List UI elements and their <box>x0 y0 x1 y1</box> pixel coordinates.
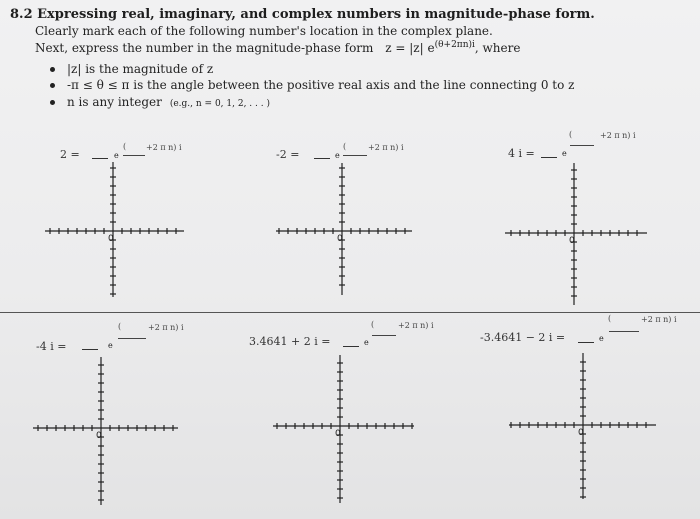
section-heading: 8.2 Expressing real, imaginary, and complex numbers in magnitude-phase form. <box>10 7 595 22</box>
problem-4-lhs: -4 i = <box>36 340 67 353</box>
problem-4-paren: ( <box>118 322 122 331</box>
problem-1-exponent: +2 π n) i <box>146 143 182 152</box>
bullet-integer: n is any integer (e.g., n = 0, 1, 2, . . . ) <box>50 95 270 109</box>
problem-3-paren: ( <box>569 130 573 139</box>
origin-label: 0 <box>335 429 341 439</box>
origin-label: 0 <box>337 234 343 244</box>
problem-4-exponent: +2 π n) i <box>148 323 184 332</box>
magnitude-phase-formula: z = |z| e <box>385 41 435 55</box>
problem-2-e: e <box>335 151 340 160</box>
problem-6-exponent: +2 π n) i <box>641 315 677 324</box>
problem-6-lhs: -3.4641 − 2 i = <box>480 331 566 344</box>
origin-label: 0 <box>569 236 575 246</box>
instruction-line-2-text: Next, express the number in the magnitude-phase form <box>35 41 374 55</box>
problem-3-e: e <box>562 149 567 158</box>
origin-label: 0 <box>578 428 584 438</box>
problem-1-paren: ( <box>123 142 127 151</box>
bullet-angle: -π ≤ θ ≤ π is the angle between the positive real axis and the line connecting 0 to z <box>50 78 574 92</box>
problem-1-lhs: 2 = <box>60 148 80 161</box>
problem-5-lhs: 3.4641 + 2 i = <box>249 335 331 348</box>
problem-2-exponent: +2 π n) i <box>368 143 404 152</box>
problem-6-paren: ( <box>608 314 612 323</box>
problem-5-paren: ( <box>371 320 375 329</box>
problem-1-e: e <box>114 151 119 160</box>
problem-2-paren: ( <box>343 142 347 151</box>
problem-3-exponent: +2 π n) i <box>600 131 636 140</box>
bullet-magnitude: |z| is the magnitude of z <box>50 62 213 76</box>
instruction-line-2-end: , where <box>474 41 521 55</box>
problem-4-e: e <box>108 341 113 350</box>
problem-2-lhs: -2 = <box>276 148 300 161</box>
instruction-line-1: Clearly mark each of the following number's location in the complex plane. <box>35 24 493 38</box>
problem-5-exponent: +2 π n) i <box>398 321 434 330</box>
problem-5-e: e <box>364 338 369 347</box>
formula-exponent: (θ+2πn)i <box>434 40 475 50</box>
problem-3-lhs: 4 i = <box>508 147 535 160</box>
problem-6-e: e <box>599 334 604 343</box>
origin-label: 0 <box>96 431 102 441</box>
origin-label: 0 <box>108 234 114 244</box>
